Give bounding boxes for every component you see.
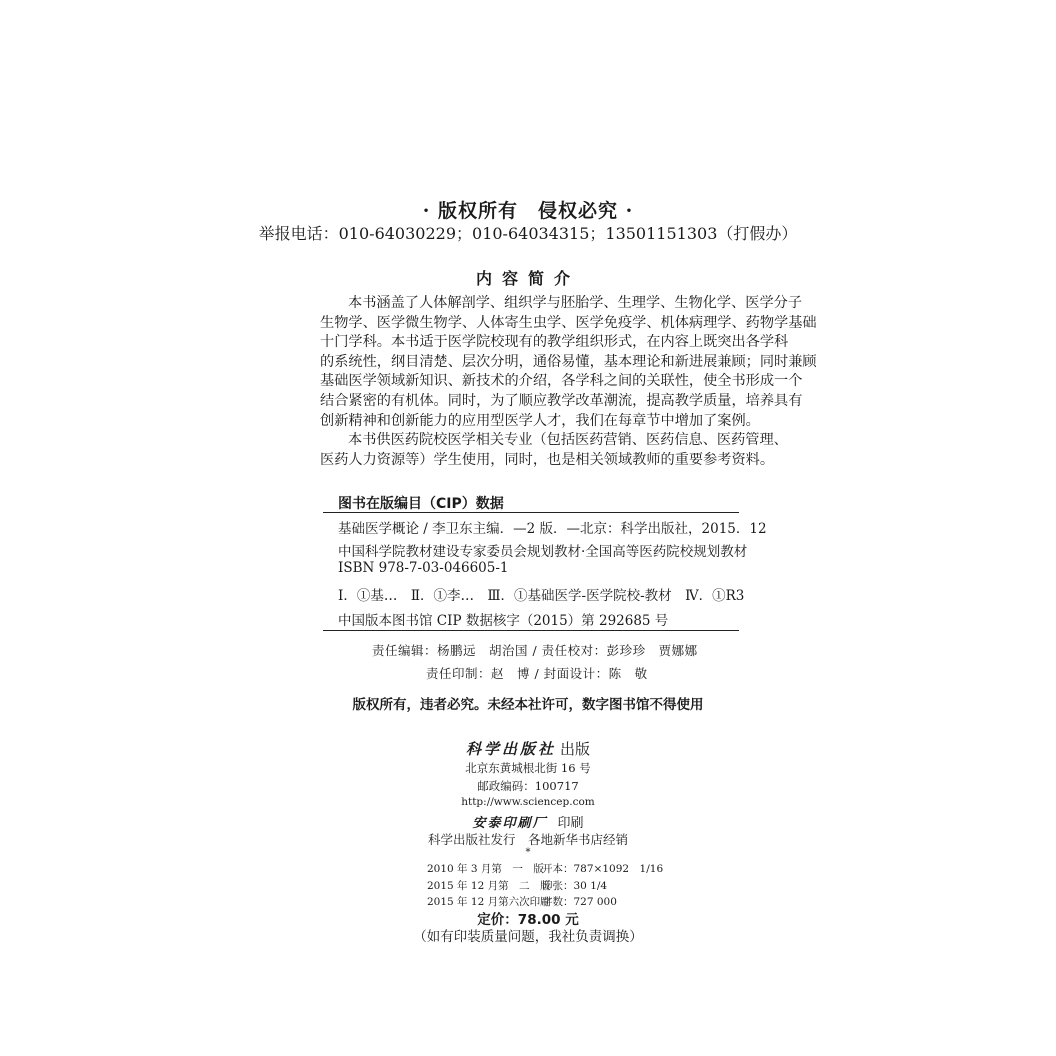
format-info: 字数：727 000: [542, 896, 617, 908]
cip-top-rule: [323, 512, 739, 513]
publisher-address: 北京东黄城根北街 16 号: [465, 761, 591, 775]
editor-credits: 责任编辑：杨鹏远 胡治国 / 责任校对：彭珍珍 贾娜娜: [372, 643, 698, 658]
cip-series-line: 中国科学院教材建设专家委员会规划教材·全国高等医药院校规划教材: [338, 544, 748, 560]
text-line: 的系统性，纲目清楚、层次分明，通俗易懂，基本理论和新进展兼顾；同时兼顾: [320, 353, 817, 370]
text-line: 医药人力资源等）学生使用，同时，也是相关领域教师的重要参考资料。: [320, 451, 775, 468]
cip-bottom-rule: [323, 630, 739, 631]
report-hotline: 举报电话：010-64030229；010-64034315；13501151303（打假办）: [258, 224, 798, 243]
publisher-suffix: 出版: [560, 740, 591, 758]
text-line: 创新精神和创新能力的应用型医学人才，我们在每章节中增加了案例。: [320, 412, 760, 429]
cip-title: 图书在版编目（CIP）数据: [338, 496, 504, 512]
text-line: 生物学、医学微生物学、人体寄生虫学、医学免疫学、机体病理学、药物学基础: [320, 314, 817, 331]
intro-paragraph-2: [320, 431, 788, 470]
separator-star: *: [525, 847, 531, 858]
edition-info: 2015 年 12 月第 二 版: [427, 880, 551, 892]
cip-bibliographic-line: 基础医学概论 / 李卫东主编．—2 版．—北京：科学出版社，2015．12: [338, 521, 767, 537]
printer-logotype: 安泰印刷厂: [472, 816, 548, 831]
edition-row: [427, 861, 664, 876]
text-line: 结合紧密的有机体。同时，为了顺应教学改革潮流，提高教学质量，培养具有: [320, 392, 803, 409]
publisher-url: http://www.sciencep.com: [461, 796, 595, 808]
printer-line: [0, 812, 1056, 831]
intro-paragraph-1: [320, 294, 817, 431]
production-credits: 责任印制：赵 博 / 封面设计：陈 敬: [426, 666, 648, 681]
text-line: 基础医学领域新知识、新技术的介绍，各学科之间的关联性，使全书形成一个: [320, 373, 803, 390]
exchange-note: （如有印装质量问题，我社负责调换）: [413, 929, 643, 945]
cip-isbn-line: ISBN 978-7-03-046605-1: [338, 560, 509, 576]
edition-info: 2015 年 12 月第六次印刷: [427, 896, 551, 908]
distribution-line: 科学出版社发行 各地新华书店经销: [427, 832, 628, 847]
copyright-title: · 版权所有 侵权必究 ·: [422, 200, 634, 222]
rights-notice: 版权所有，违者必究。未经本社许可，数字图书馆不得使用: [352, 697, 704, 713]
edition-info: 2010 年 3 月第 一 版: [427, 863, 544, 875]
edition-row: [427, 894, 617, 909]
publisher-logotype: 科学出版社: [465, 740, 556, 758]
intro-title: 内容简介: [475, 269, 580, 288]
text-line: 本书供医药院校医学相关专业（包括医药营销、医药信息、医药管理、: [348, 432, 788, 448]
text-line: 本书涵盖了人体解剖学、组织学与胚胎学、生理学、生物化学、医学分子: [348, 295, 803, 311]
text-line: 十门学科。本书适于医学院校现有的教学组织形式，在内容上既突出各学科: [320, 334, 789, 351]
cip-record-line: 中国版本图书馆 CIP 数据核字（2015）第 292685 号: [338, 613, 669, 629]
cip-subject-line: Ⅰ．①基… Ⅱ．①李… Ⅲ．①基础医学-医学院校-教材 Ⅳ．①R3: [338, 588, 745, 604]
price: 定价：78.00 元: [477, 912, 579, 928]
edition-row: [427, 878, 608, 893]
format-info: 开本：787×1092 1/16: [542, 863, 664, 875]
publisher-postcode: 邮政编码：100717: [477, 779, 579, 793]
printer-suffix: 印刷: [557, 816, 584, 831]
publisher-line: [0, 738, 1056, 759]
format-info: 印张：30 1/4: [542, 880, 608, 892]
